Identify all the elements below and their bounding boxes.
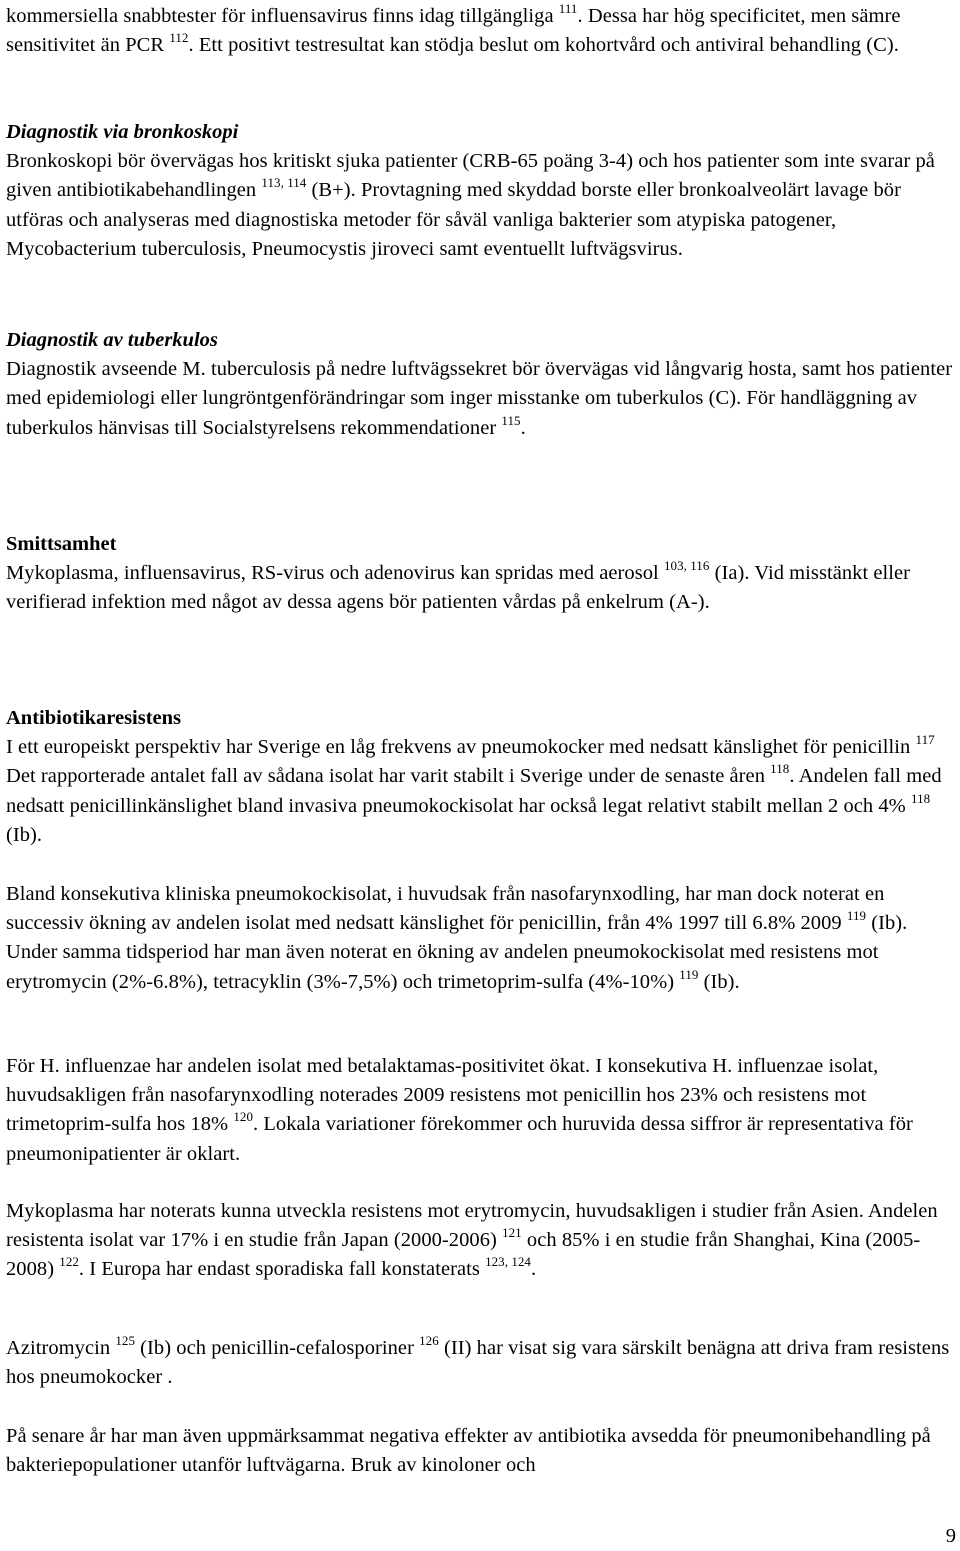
- text: . Lokala variationer förekommer och huruvida dessa siffror är representativa för pneumonipatienter är oklart.: [6, 1113, 913, 1165]
- text: kommersiella snabbtester för influensavirus finns idag tillgängliga: [6, 5, 559, 27]
- text: Diagnostik avseende M. tuberculosis på nedre luftvägssekret bör övervägas vid långvarig hosta, samt hos patienter med epidemiologi eller lungröntgenförändringar som inger misstanke om tuberkulos (C). För handläggning av tuberkulos hänvisas till Socialstyrelsens rekommendationer: [6, 358, 953, 439]
- text: Bland konsekutiva kliniska pneumokockisolat, i huvudsak från nasofarynxodling, har man dock noterat en successiv ökning av andelen isolat med nedsatt känslighet för penicillin, från 4% 1997 till 6.8% 2009: [6, 883, 885, 935]
- intro-paragraph: [6, 2, 960, 60]
- text: För H. influenzae har andelen isolat med betalaktamas-positivitet ökat. I konsekutiva H. influenzae isolat, huvudsakligen från nasofarynxodling noterades 2009 resistens mot penicillin hos 23% och resistens mot trimetoprim-sulfa hos 18%: [6, 1055, 879, 1136]
- reference: 119: [679, 966, 699, 982]
- reference: 113, 114: [261, 175, 307, 191]
- text: . Andelen fall med nedsatt penicillinkänslighet bland invasiva pneumokockisolat har också legat relativt stabilt mellan 2 och 4%: [6, 765, 942, 817]
- text: På senare år har man även uppmärksammat negativa effekter av antibiotika avsedda för pneumonibehandling på bakteriepopulationer utanför luftvägarna. Bruk av kinoloner och: [6, 1425, 931, 1477]
- text: .: [530, 1258, 537, 1281]
- section-antibiotikaresistens: [6, 704, 960, 850]
- paragraph: [6, 1197, 960, 1285]
- text: (Ib).: [698, 970, 740, 993]
- text: Mykoplasma har noterats kunna utveckla resistens mot erytromycin, huvudsakligen i studier från Asien. Andelen resistenta isolat var 17% i en studie från Japan (2000-2006): [6, 1200, 938, 1252]
- reference: 112: [169, 30, 189, 46]
- section-tuberkulos: [6, 326, 960, 443]
- reference: 115: [501, 412, 521, 428]
- text: .: [520, 416, 526, 439]
- paragraph: [6, 147, 960, 264]
- section-bronkoskopi: [6, 118, 960, 264]
- text: (Ib) och penicillin-cefalosporiner: [135, 1337, 420, 1359]
- paragraph: [6, 880, 960, 997]
- reference: 111: [558, 1, 578, 16]
- text: Det rapporterade antalet fall av sådana isolat har varit stabilt i Sverige under de senaste åren: [6, 765, 771, 788]
- paragraph: [6, 355, 960, 443]
- reference: 121: [502, 1225, 522, 1241]
- paragraph: [6, 559, 960, 617]
- text: . Ett positivt testresultat kan stödja beslut om kohortvård och antiviral behandling (C).: [188, 34, 899, 57]
- text: (Ib).: [6, 823, 43, 846]
- text: . Dessa har hög specificitet, men sämre sensitivitet än PCR: [6, 5, 901, 57]
- text: (Ia). Vid misstänkt eller verifierad infektion med något av dessa agens bör patienten vårdas på enkelrum (A-).: [6, 562, 911, 614]
- text: (Ib). Under samma tidsperiod har man även noterat en ökning av andelen pneumokockisolat med resistens mot erytromycin (2%-6.8%), tetracyklin (3%-7,5%) och trimetoprim-sulfa (4%-10%): [6, 912, 908, 993]
- text: I ett europeiskt perspektiv har Sverige en låg frekvens av pneumokocker med nedsatt känslighet för penicillin: [6, 736, 916, 759]
- text: (B+). Provtagning med skyddad borste eller bronkoalveolärt lavage bör utföras och analyseras med diagnostiska metoder för såväl vanliga bakterier som atypiska patogener, Mycobacterium tuberculosis, Pneumocystis jiroveci samt eventuellt luftvägsvirus.: [6, 179, 901, 260]
- section-heading: Diagnostik via bronkoskopi: [6, 121, 239, 143]
- reference: 118: [770, 761, 790, 777]
- paragraph: [6, 733, 960, 850]
- section-heading: Smittsamhet: [6, 533, 117, 555]
- page-number: 9: [945, 1525, 956, 1547]
- paragraph: [6, 1052, 960, 1169]
- reference: 125: [115, 1333, 135, 1348]
- text: . I Europa har endast sporadiska fall konstaterats: [78, 1258, 486, 1281]
- paragraph: [6, 1334, 960, 1392]
- reference: 120: [233, 1109, 253, 1125]
- paragraph: [6, 1422, 960, 1480]
- reference: 117: [915, 732, 935, 748]
- text: Azitromycin: [6, 1337, 116, 1359]
- text: Bronkoskopi bör övervägas hos kritiskt sjuka patienter (CRB-65 poäng 3-4) och hos patienter som inte svarar på given antibiotikabehandlingen: [6, 150, 935, 202]
- section-heading: Diagnostik av tuberkulos: [6, 329, 218, 351]
- text: Mykoplasma, influensavirus, RS-virus och adenovirus kan spridas med aerosol: [6, 562, 664, 585]
- reference: 123, 124: [485, 1254, 531, 1270]
- reference: 118: [911, 790, 931, 806]
- reference: 126: [419, 1333, 439, 1348]
- reference: 103, 116: [663, 558, 710, 574]
- text: och 85% i en studie från Shanghai, Kina (2005-2008): [6, 1229, 921, 1281]
- section-smittsamhet: [6, 530, 960, 618]
- reference: 119: [846, 908, 867, 924]
- section-heading: Antibiotikaresistens: [6, 707, 182, 729]
- text: (II) har visat sig vara särskilt benägna att driva fram resistens hos pneumokocker .: [6, 1337, 950, 1389]
- reference: 122: [59, 1254, 79, 1270]
